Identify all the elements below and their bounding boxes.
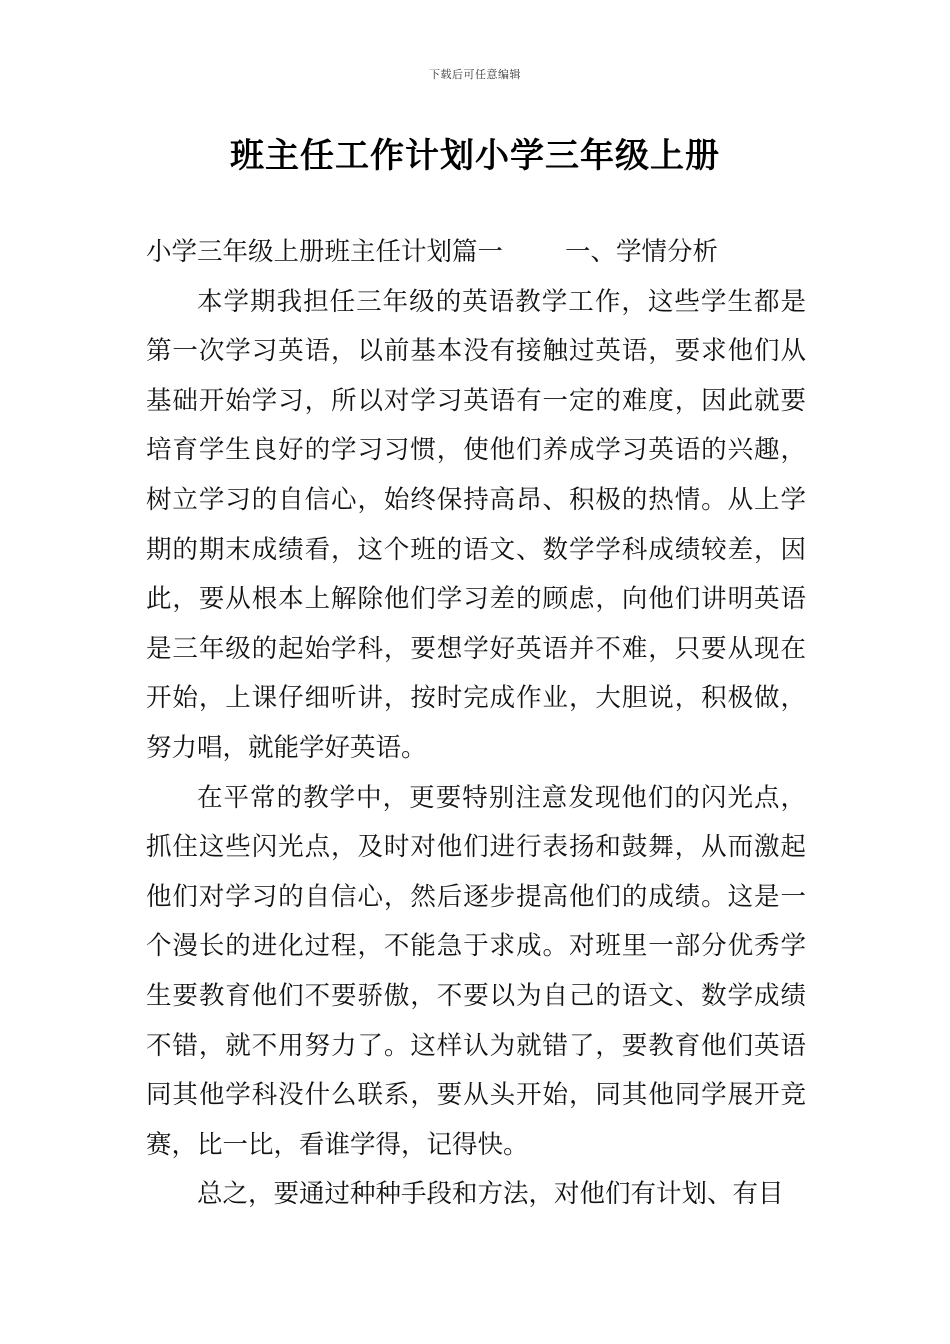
header-note: 下载后可任意编辑: [429, 68, 521, 81]
document-body: [146, 228, 806, 1220]
paragraph-1: 本学期我担任三年级的英语教学工作，这些学生都是第一次学习英语，以前基本没有接触过英语，要求他们从基础开始学习，所以对学习英语有一定的难度，因此就要培育学生良好的学习习惯，使他们养成学习英语的兴趣，树立学习的自信心，始终保持高昂、积极的热情。从上学期的期末成绩看，这个班的语文、数学学科成绩较差，因此，要从根本上解除他们学习差的顾虑，向他们讲明英语是三年级的起始学科，要想学好英语并不难，只要从现在开始，上课仔细听讲，按时完成作业，大胆说，积极做，努力唱，就能学好英语。: [146, 286, 806, 763]
paragraph-3: 总之，要通过种种手段和方法，对他们有计划、有目: [197, 1179, 784, 1210]
section-subheading: 一、学情分析: [565, 237, 719, 267]
paragraph-2: 在平常的教学中，更要特别注意发现他们的闪光点，抓住这些闪光点，及时对他们进行表扬和鼓舞，从而激起他们对学习的自信心，然后逐步提高他们的成绩。这是一个漫长的进化过程，不能急于求成。对班里一部分优秀学生要教育他们不要骄傲，不要以为自己的语文、数学成绩不错，就不用努力了。这样认为就错了，要教育他们英语同其他学科没什么联系，要从头开始，同其他同学展开竞赛，比一比，看谁学得，记得快。: [146, 782, 806, 1160]
section-heading: 小学三年级上册班主任计划篇一: [146, 237, 504, 267]
heading-gap: [503, 228, 565, 278]
document-title: 班主任工作计划小学三年级上册: [230, 136, 720, 176]
section-heading-line: [146, 228, 806, 278]
